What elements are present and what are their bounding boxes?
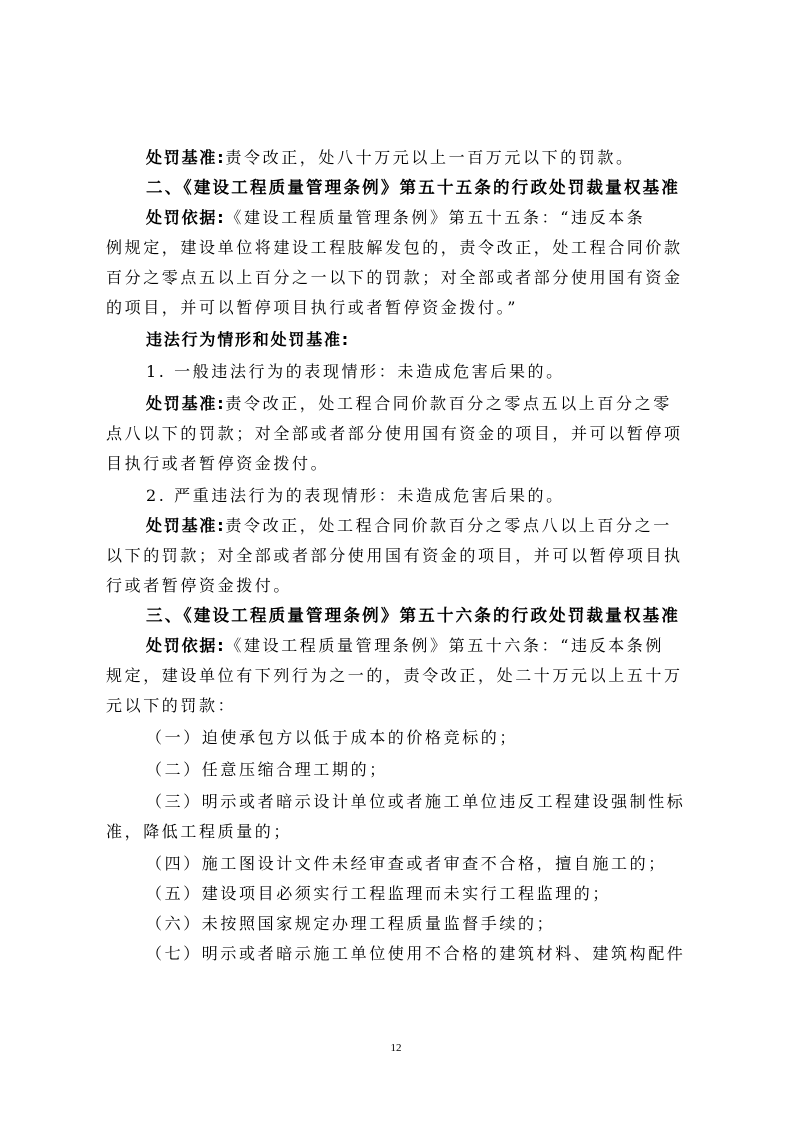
label-bold: 处罚基准: (146, 148, 226, 167)
list-item: （二）任意压缩合理工期的； (146, 760, 388, 779)
text-line: 目执行或者暂停资金拨付。 (106, 454, 330, 473)
text-line: 以下的罚款；对全部或者部分使用国有资金的项目，并可以暂停项目执 (106, 546, 683, 565)
text-line: 行或者暂停资金拨付。 (106, 576, 293, 595)
section-heading: 三、《建设工程质量管理条例》第五十六条的行政处罚裁量权基准 (146, 606, 681, 625)
text-line: 处罚依据:《建设工程质量管理条例》第五十六条：“违反本条例 (146, 636, 664, 655)
text-line: 规定，建设单位有下列行为之一的，责令改正，处二十万元以上五十万 (106, 666, 683, 685)
text-line: 的项目，并可以暂停项目执行或者暂停资金拨付。” (106, 298, 518, 317)
text-line: 准，降低工程质量的； (106, 822, 293, 841)
list-item: （四）施工图设计文件未经审查或者审查不合格，擅自施工的； (146, 854, 667, 873)
label-bold: 处罚基准: (146, 516, 226, 535)
label-bold: 处罚依据: (146, 636, 226, 655)
list-item: （七）明示或者暗示施工单位使用不合格的建筑材料、建筑构配件 (146, 944, 686, 963)
list-item: （三）明示或者暗示设计单位或者施工单位违反工程建设强制性标 (146, 792, 686, 811)
text-line: 处罚基准:责令改正，处工程合同价款百分之零点五以上百分之零 (146, 394, 672, 413)
text-line: 点八以下的罚款；对全部或者部分使用国有资金的项目，并可以暂停项 (106, 424, 683, 443)
list-item: （一）迫使承包方以低于成本的价格竞标的； (146, 728, 519, 747)
list-item: （五）建设项目必须实行工程监理而未实行工程监理的； (146, 884, 612, 903)
text-line: 2. 严重违法行为的表现情形：未造成危害后果的。 (146, 486, 565, 505)
text-line: 处罚基准:责令改正，处工程合同价款百分之零点八以上百分之一 (146, 516, 672, 535)
subheading: 违法行为情形和处罚基准: (146, 330, 350, 349)
text-line: 元以下的罚款： (106, 696, 237, 715)
text-line: 百分之零点五以上百分之一以下的罚款；对全部或者部分使用国有资金 (106, 268, 683, 287)
text-line: 处罚基准:责令改正，处八十万元以上一百万元以下的罚款。 (146, 148, 635, 167)
list-item: （六）未按照国家规定办理工程质量监督手续的； (146, 914, 556, 933)
text-line: 处罚依据:《建设工程质量管理条例》第五十五条：“违反本条 (146, 208, 646, 227)
label-bold: 处罚依据: (146, 208, 226, 227)
text-line: 1. 一般违法行为的表现情形：未造成危害后果的。 (146, 362, 565, 381)
page-number: 12 (390, 1042, 402, 1054)
section-heading: 二、《建设工程质量管理条例》第五十五条的行政处罚裁量权基准 (146, 178, 681, 197)
label-bold: 处罚基准: (146, 394, 226, 413)
text-line: 例规定，建设单位将建设工程肢解发包的，责令改正，处工程合同价款 (106, 238, 683, 257)
